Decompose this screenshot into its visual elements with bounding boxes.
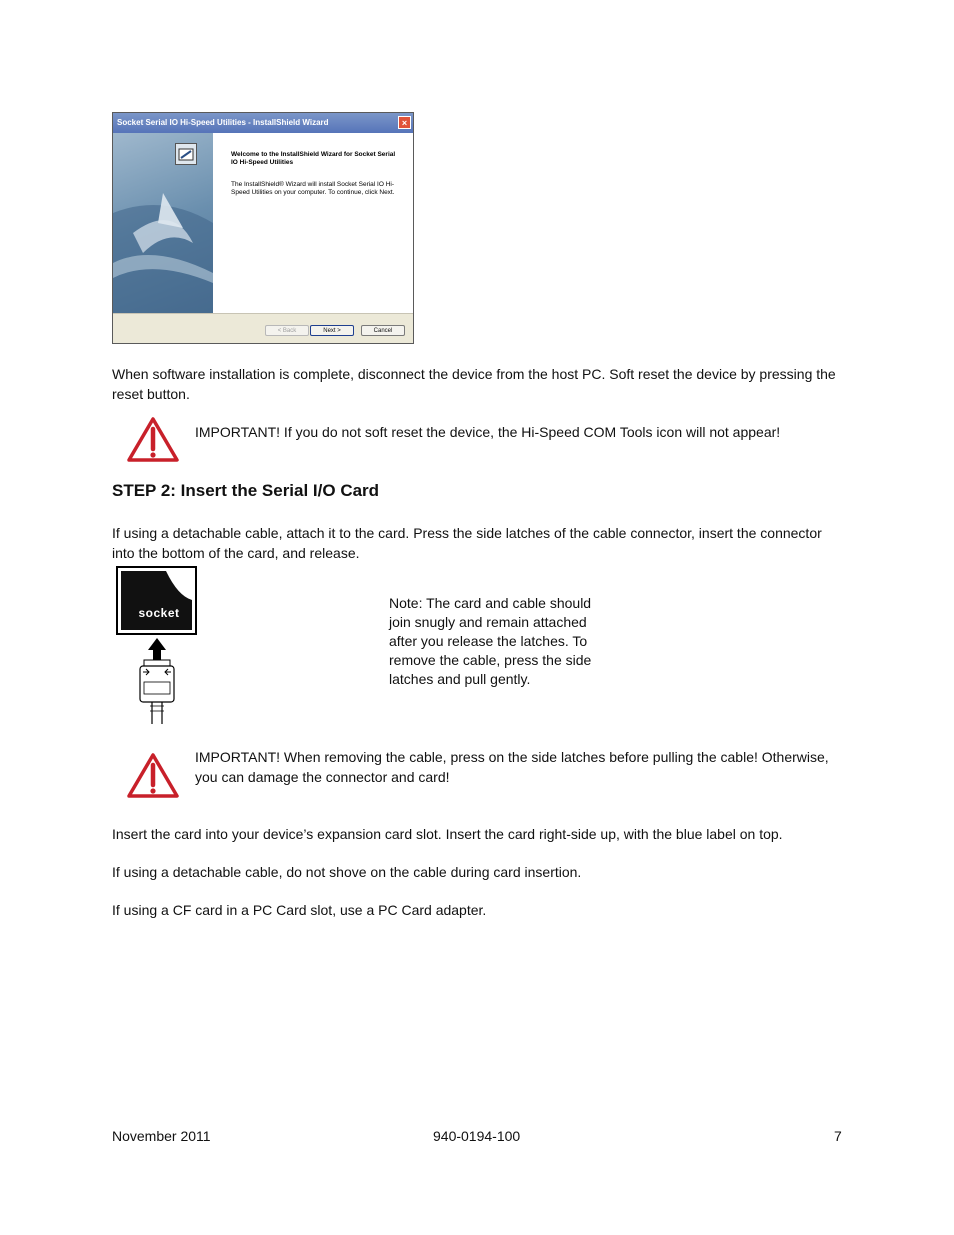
warning-icon: [126, 752, 180, 800]
card-cable-note: Note: The card and cable should join snugly and remain attached after you release the latches. To remove the cable, press the side latches and pull gently.: [389, 595, 592, 687]
warning-reset-text: IMPORTANT! If you do not soft reset the device, the Hi-Speed COM Tools icon will not appear!: [195, 424, 781, 440]
footer-doc-number: 940-0194-100: [433, 1128, 521, 1144]
cancel-button[interactable]: Cancel: [361, 325, 405, 336]
step2-paragraph: If using a detachable cable, attach it to the card. Press the side latches of the cable connector, insert the connector into the bottom of the card, and release.: [112, 525, 822, 561]
insert-card-paragraph: Insert the card into your device’s expansion card slot. Insert the card right-side up, with the blue label on top.: [112, 826, 783, 842]
wizard-heading: Welcome to the InstallShield Wizard for Socket Serial IO Hi-Speed Utilities: [231, 151, 396, 166]
wizard-title-bar: [113, 113, 413, 133]
wizard-body: [113, 133, 413, 313]
wizard-body-text: The InstallShield® Wizard will install Socket Serial IO Hi-Speed Utilities on your computer. To continue, click Next.: [231, 181, 395, 196]
footer-page-number: 7: [834, 1128, 842, 1144]
wizard-title: Socket Serial IO Hi-Speed Utilities - InstallShield Wizard: [117, 118, 329, 127]
socket-card-logo: socket: [138, 606, 180, 620]
card-cable-illustration: [116, 566, 198, 726]
intro-paragraph: When software installation is complete, disconnect the device from the host PC. Soft reset the device by pressing the reset button.: [112, 366, 836, 402]
warning-cable-text: IMPORTANT! When removing the cable, press on the side latches before pulling the cable! Otherwise, you can damage the connector and card!: [195, 749, 829, 785]
card-cable-graphic: [116, 566, 198, 726]
next-button[interactable]: Next >: [310, 325, 354, 336]
cable-caution-paragraph: If using a detachable cable, do not shove on the cable during card insertion.: [112, 864, 582, 880]
step2-heading: STEP 2: Insert the Serial I/O Card: [112, 481, 380, 500]
back-button[interactable]: < Back: [265, 325, 309, 336]
wizard-side-graphic: [113, 133, 213, 313]
wizard-swirl-graphic: [113, 133, 213, 313]
cf-adapter-paragraph: If using a CF card in a PC Card slot, use a PC Card adapter.: [112, 902, 487, 918]
warning-icon: [126, 416, 180, 464]
close-icon[interactable]: ×: [398, 116, 411, 129]
installer-logo-icon: [175, 143, 197, 165]
wizard-button-bar: [113, 313, 413, 344]
installshield-wizard-screenshot: [112, 112, 414, 344]
footer-date: November 2011: [112, 1128, 211, 1144]
